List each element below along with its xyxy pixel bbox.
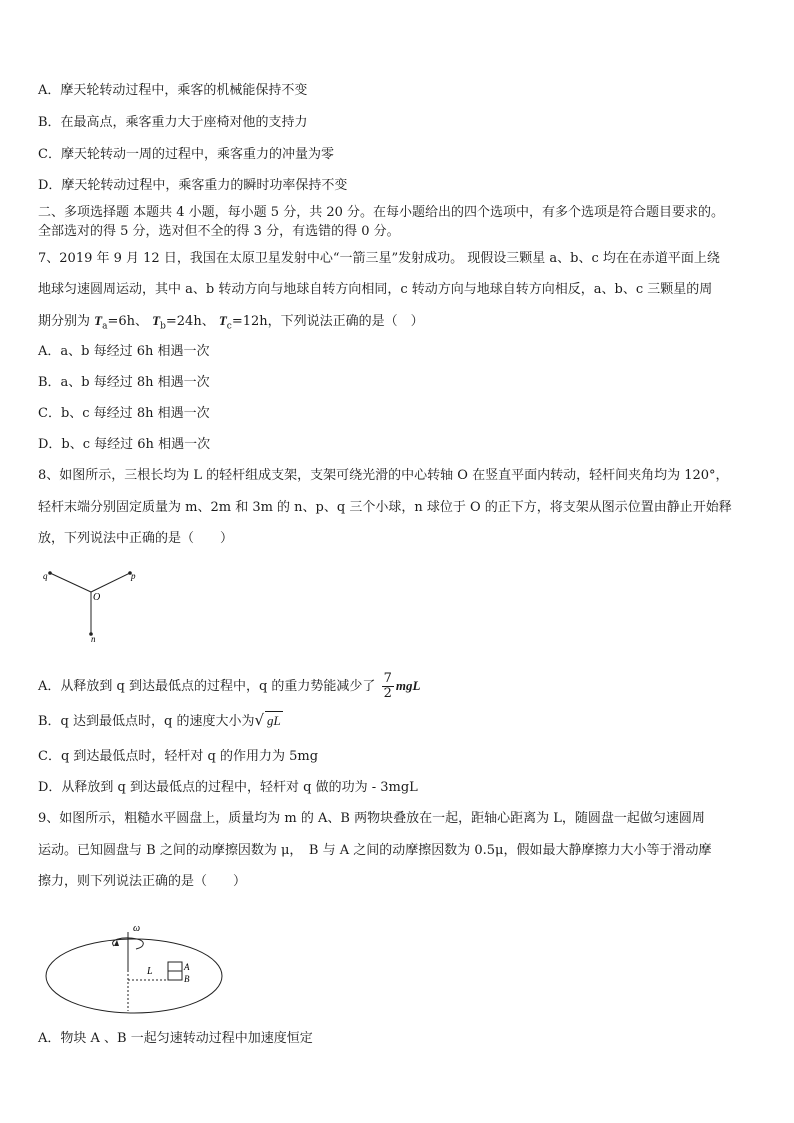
q8-figure (38, 562, 148, 644)
label-n: n (91, 634, 96, 644)
prev-option-c: C．摩天轮转动一周的过程中，乘客重力的冲量为零 (38, 147, 334, 162)
label-B: B (184, 974, 190, 984)
turntable (46, 939, 222, 1013)
section2-line2: 全部选对的得 5 分，选对但不全的得 3 分，有选错的得 0 分。 (38, 224, 400, 239)
q7-line2: 地球匀速圆周运动，其中 a、b 转动方向与地球自转方向相同，c 转动方向与地球自转方向相反，a、b、c 三颗星的周 (38, 282, 713, 297)
q9-line3: 擦力，则下列说法正确的是（ ） (38, 874, 247, 889)
section2-line1: 二、多项选择题 本题共 4 小题，每小题 5 分，共 20 分。在每小题给出的四个选项中，有多个选项是符合题目要求的。 (38, 205, 725, 220)
prev-option-a: A．摩天轮转动过程中，乘客的机械能保持不变 (38, 83, 308, 98)
q8-option-b: B．q 达到最低点时，q 的速度大小为√ gL (38, 711, 281, 729)
q9-option-a: A．物块 A 、B 一起匀速转动过程中加速度恒定 (38, 1031, 313, 1046)
fraction-7-2: $\frac{7}{2}$ (383, 671, 392, 701)
q8-line1: 8、如图所示，三根长均为 L 的轻杆组成支架，支架可绕光滑的中心转轴 O 在竖直平面内转动，轻杆间夹角均为 120°， (38, 468, 729, 483)
prev-option-d: D．摩天轮转动过程中，乘客重力的瞬时功率保持不变 (38, 178, 348, 193)
q7-tb: =24h、 (165, 314, 215, 329)
q9-line1: 9、如图所示，粗糙水平圆盘上，质量均为 m 的 A、B 两物块叠放在一起，距轴心距离为 L，随圆盘一起做匀速圆周 (38, 811, 705, 826)
q7-tc: =12h，下列说法正确的是（ ） (231, 314, 424, 329)
label-omega: ω (133, 923, 141, 934)
q8-option-d: D．从释放到 q 到达最低点的过程中，轻杆对 q 做的功为 - 3mgL (38, 780, 418, 795)
q7-option-b: B．a、b 每经过 8h 相遇一次 (38, 375, 210, 390)
q8-option-a: A．从释放到 q 到达最低点的过程中，q 的重力势能减少了 $\frac{7}{2}$ mgL (38, 671, 421, 701)
q8-option-c: C．q 到达最低点时，轻杆对 q 的作用力为 5mg (38, 749, 319, 764)
q7-option-a: A．a、b 每经过 6h 相遇一次 (38, 344, 210, 359)
ball-q (48, 571, 52, 575)
label-q: q (43, 571, 48, 581)
rod-p (91, 573, 130, 592)
rod-q (50, 573, 91, 592)
q7-option-d: D．b、c 每经过 6h 相遇一次 (38, 437, 211, 452)
label-o: O (93, 592, 101, 603)
label-p: p (131, 571, 136, 581)
q7-period-prefix: 期分别为 (38, 314, 91, 329)
block-b (168, 971, 182, 980)
q7-line3: 期分别为 $T_a=6h$、 $T_b=24h$、 $T_c=12h$，下列说法正确的是（ ） (38, 313, 424, 332)
q9-figure (42, 918, 228, 1018)
q7-option-c: C．b、c 每经过 8h 相遇一次 (38, 406, 210, 421)
q8-line2: 轻杆末端分别固定质量为 m、2m 和 3m 的 n、p、q 三个小球，n 球位于 O 的正下方，将支架从图示位置由静止开始释 (38, 500, 732, 515)
arrow-head-icon (114, 940, 119, 946)
q9-line2: 运动。已知圆盘与 B 之间的动摩擦因数为 μ， B 与 A 之间的动摩擦因数为 0.5μ，假如最大静摩擦力大小等于滑动摩 (38, 843, 712, 858)
q7-line1: 7、2019 年 9 月 12 日，我国在太原卫星发射中心“一箭三星”发射成功。 现假设三颗星 a、b、c 均在在赤道平面上绕 (38, 251, 720, 266)
q8-line3: 放，下列说法中正确的是（ ） (38, 531, 234, 546)
q7-ta: =6h、 (107, 314, 149, 329)
block-a (168, 962, 182, 971)
label-A: A (184, 962, 190, 972)
label-L: L (147, 966, 153, 977)
prev-option-b: B．在最高点，乘客重力大于座椅对他的支持力 (38, 115, 308, 130)
